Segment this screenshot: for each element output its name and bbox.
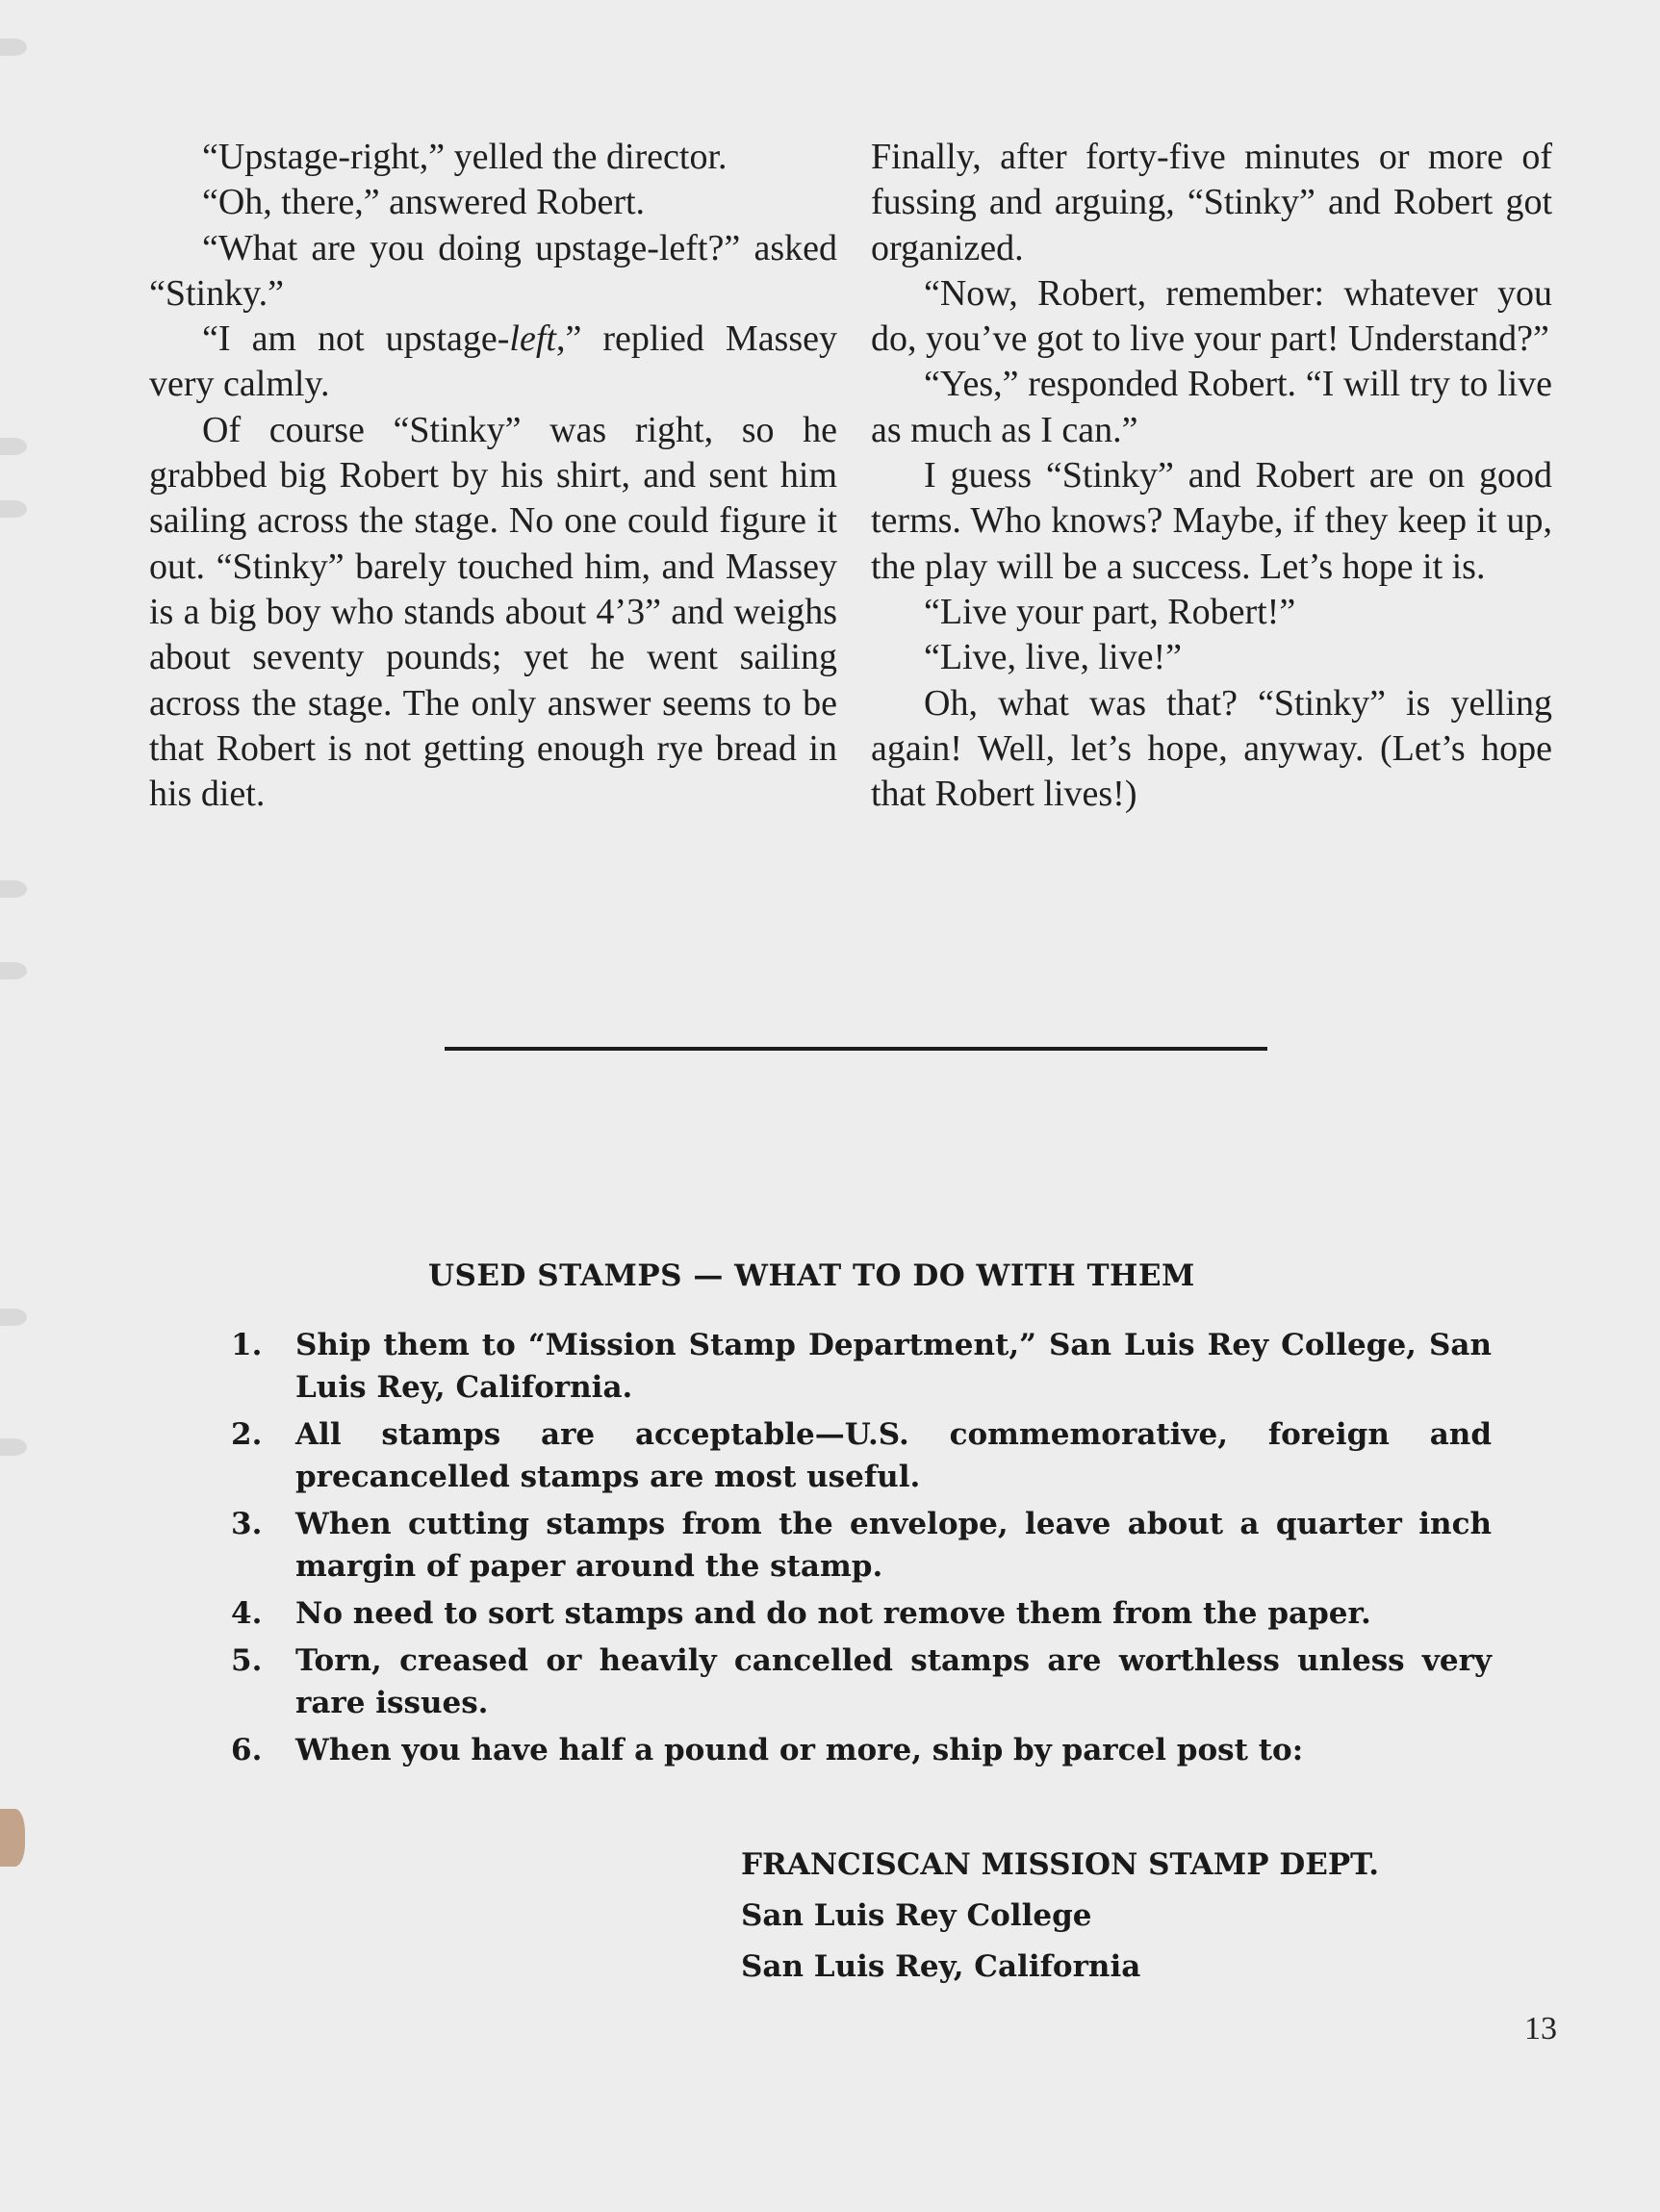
binding-hole (0, 962, 27, 979)
story-paragraph: I guess “Stinky” and Robert are on good terms. Who knows? Maybe, if they keep it up, the play will be a success. Let’s hope it is. (871, 455, 1552, 587)
item-text: Torn, creased or heavily cancelled stamps are worthless unless very rare issues. (295, 1643, 1492, 1720)
page-number: 13 (1524, 2011, 1557, 2047)
list-item (231, 1729, 1492, 1771)
item-number: 3. (231, 1507, 263, 1541)
item-number: 4. (231, 1596, 263, 1631)
story-paragraph: “Live, live, live!” (924, 637, 1182, 678)
section-divider (445, 1047, 1267, 1051)
used-stamps-section (231, 1259, 1492, 1776)
binding-hole (0, 1438, 27, 1456)
story-paragraph: “What are you doing upstage-left?” asked “Stinky.” (149, 227, 837, 314)
story-paragraph: Oh, what was that? “Stinky” is yelling again! Well, let’s hope, anyway. (Let’s hope that Robert lives!) (871, 682, 1552, 815)
text-run: “I am not upstage- (202, 318, 510, 360)
story-paragraph: “Oh, there,” answered Robert. (202, 182, 646, 223)
list-item (231, 1592, 1492, 1635)
story-paragraph: “Live your part, Robert!” (924, 591, 1296, 632)
story-paragraph: “Upstage-right,” yelled the director. (202, 137, 728, 177)
list-item (231, 1324, 1492, 1409)
story-paragraph: “Yes,” responded Robert. “I will try to live as much as I can.” (871, 364, 1552, 450)
section-heading: USED STAMPS — WHAT TO DO WITH THEM (428, 1259, 1195, 1293)
item-text: All stamps are acceptable—U.S. commemorative, foreign and precancelled stamps are most useful. (295, 1417, 1492, 1494)
item-number: 1. (231, 1328, 263, 1362)
paper-stain (0, 1809, 25, 1867)
text-run: ,” replied Massey very calmly. (149, 318, 838, 405)
binding-hole (0, 500, 27, 518)
address-line: San Luis Rey College (741, 1898, 1092, 1933)
instruction-list (231, 1324, 1492, 1771)
story-right-column (871, 135, 1552, 817)
story-paragraph: Of course “Stinky” was right, so he grabbed big Robert by his shirt, and sent him sailing across the stage. No one could figure it out. “Stinky” barely touched him, and Massey is a big boy who stands about 4’3” and weighs about seventy pounds; yet he went sailing across the stage. The only answer seems to be that Robert is not getting enough rye bread in his diet. (149, 409, 837, 815)
address-line: San Luis Rey, California (741, 1949, 1141, 1984)
item-number: 2. (231, 1417, 263, 1452)
binding-hole (0, 438, 27, 455)
item-text: No need to sort stamps and do not remove them from the paper. (295, 1596, 1371, 1631)
item-number: 6. (231, 1733, 263, 1767)
address-line: FRANCISCAN MISSION STAMP DEPT. (741, 1847, 1380, 1882)
binding-hole (0, 1309, 27, 1326)
list-item (231, 1413, 1492, 1498)
story-paragraph (149, 317, 837, 408)
story-paragraph: “Now, Robert, remember: whatever you do, you’ve got to live your part! Understand?” (871, 272, 1552, 360)
italic-text: left (509, 318, 556, 360)
mailing-address (741, 1840, 1379, 1993)
item-text: Ship them to “Mission Stamp Department,” San Luis Rey College, San Luis Rey, California. (295, 1328, 1492, 1405)
story-left-column (149, 135, 837, 817)
story-paragraph: Finally, after forty-five minutes or more of fussing and arguing, “Stinky” and Robert got organized. (871, 137, 1552, 268)
item-text: When you have half a pound or more, ship by parcel post to: (295, 1733, 1304, 1767)
list-item (231, 1503, 1492, 1588)
item-text: When cutting stamps from the envelope, leave about a quarter inch margin of paper around the stamp. (295, 1507, 1492, 1584)
list-item (231, 1640, 1492, 1724)
binding-hole (0, 880, 27, 898)
item-number: 5. (231, 1643, 263, 1678)
binding-hole (0, 38, 27, 56)
